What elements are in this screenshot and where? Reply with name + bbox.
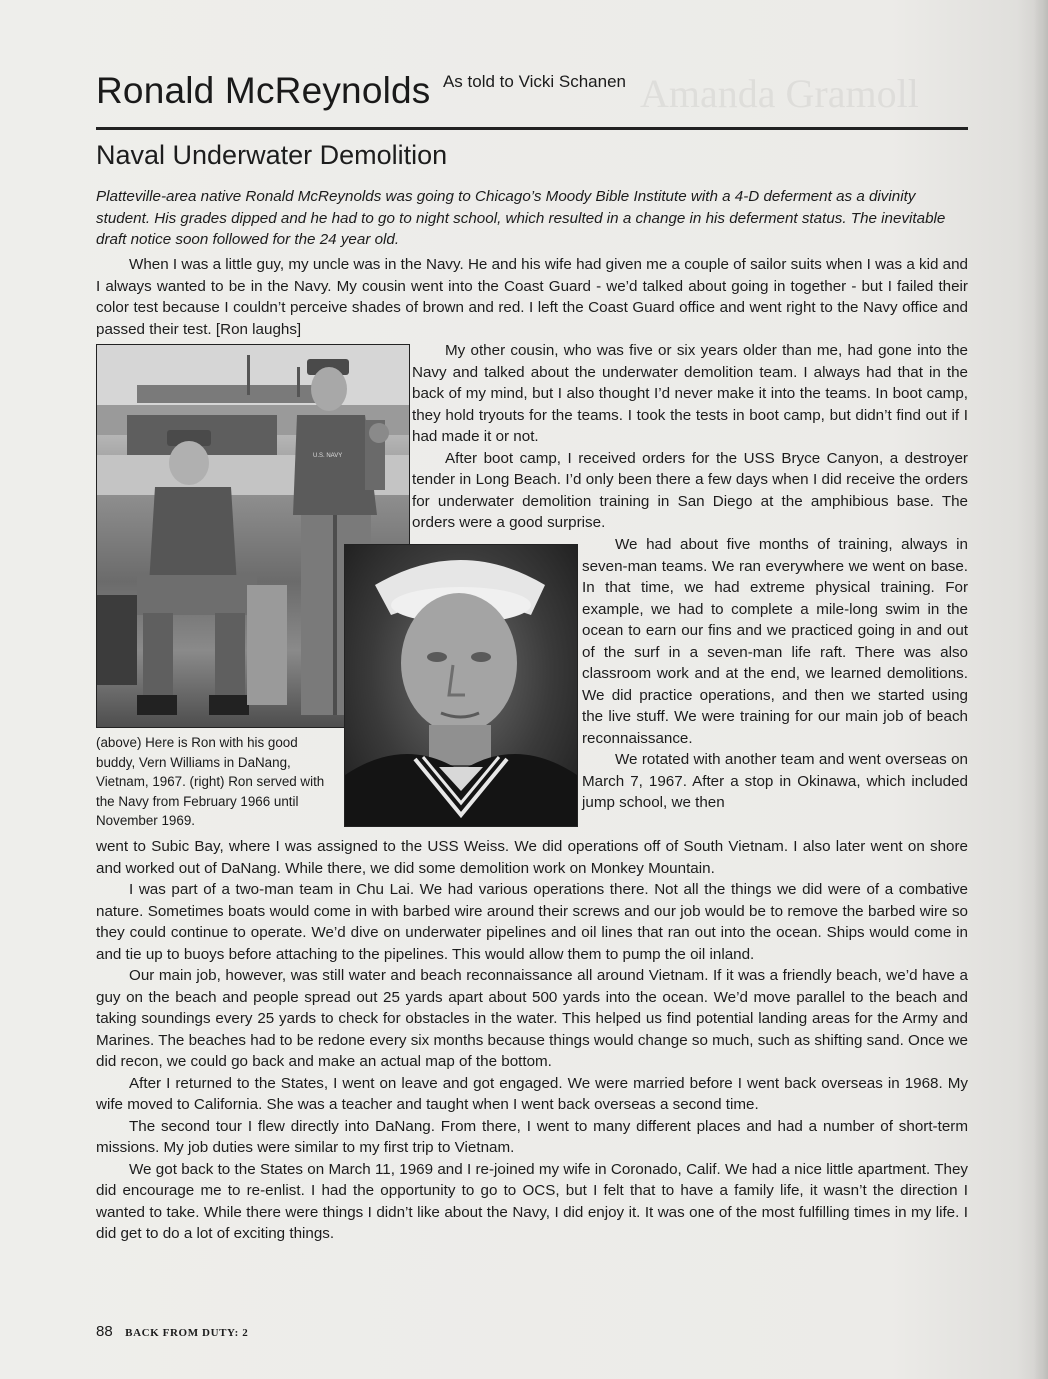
paragraph: Our main job, however, was still water and beach reconnaissance all around Vietnam. If it was a friendly beach, we’d have a guy on the beach and people spread out 25 yards apart about 500 yards into the ocean. We’d move parallel to the beach and taking soundings every 25 yards to check for obstacles in the water. This helped us find potential landing areas for the Army and Marines. The beaches had to be redone every six months because things would change so much, such as shifting sand. Once we did recon, we could go back and make an actual map of the bottom. (96, 967, 968, 1070)
byline: As told to Vicki Schanen (442, 72, 626, 91)
intro-paragraph: Platteville-area native Ronald McReynolds was going to Chicago’s Moody Bible Institute with a 4-D deferment as a divinity student. His grades dipped and he had to go to night school, which resulted in a change in his deferment status. The inevitable draft notice soon followed for the 24 year old. (96, 188, 946, 248)
page-edge-shadow (1034, 0, 1048, 1379)
text-block-right-upper (412, 340, 968, 534)
paragraph: We got back to the States on March 11, 1969 and I re-joined my wife in Coronado, Calif. We had a nice little apartment. They did encourage me to re-enlist. I had the opportunity to go to OCS, but I felt that to have a family life, it wasn’t the direction I wanted to take. While there were things I didn’t like about the Navy, I did enjoy it. It was one of the most fulfilling times in my life. I did get to do a lot of exciting things. (96, 1160, 968, 1242)
paragraph: After I returned to the States, I went on leave and got engaged. We were married before I went back overseas in 1968. My wife moved to California. She was a teacher and taught when I went back overseas a second time. (96, 1074, 968, 1113)
bleed-through-text: Amanda Gramoll (640, 71, 919, 116)
photo-portrait-illustration (345, 545, 577, 826)
text-block-top (96, 254, 968, 340)
paragraph: We rotated with another team and went overseas on March 7, 1967. After a stop in Okinawa, which included jump school, we then (582, 751, 968, 811)
text-block-bottom (96, 836, 968, 1245)
article-subtitle: Naval Underwater Demolition (96, 140, 448, 170)
photo-caption: (above) Here is Ron with his good buddy, Vern Williams in DaNang, Vietnam, 1967. (right) Ron served with the Navy from February 1966 until November 1969. (96, 735, 325, 829)
paragraph: When I was a little guy, my uncle was in the Navy. He and his wife had given me a couple of sailor suits when I was a kid and I always wanted to be in the Navy. My cousin went into the Coast Guard - we’d talked about going in together - but I failed their color test because I couldn’t perceive shades of brown and red. I left the Coast Guard office and went right to the Navy office and passed their test. [Ron laughs] (96, 256, 968, 338)
paragraph: The second tour I flew directly into DaNang. From there, I went to many different places and had a number of short-term missions. My job duties were similar to my first trip to Vietnam. (96, 1117, 968, 1156)
page-footer (96, 1323, 248, 1341)
page-number: 88 (96, 1323, 113, 1340)
photo-portrait-ron (344, 544, 578, 827)
paragraph: went to Subic Bay, where I was assigned to the USS Weiss. We did operations off of South Vietnam. I also later went on shore and worked out of DaNang. While there, we did some demolition work on Monkey Mountain. (96, 838, 968, 877)
text-block-right-lower (582, 534, 968, 814)
paragraph: My other cousin, who was five or six years older than me, had gone into the Navy and talked about the underwater demolition team. I always had that in the back of my mind, but I also thought I’d never make it into the teams. In boot camp, they hold tryouts for the teams. I took the tests in boot camp, but didn’t find out if I had made it or not. (412, 342, 968, 445)
paragraph: I was part of a two-man team in Chu Lai. We had various operations there. Not all the things we did were of a combative nature. Sometimes boats would come in with barbed wire around their screws and our job would be to remove the barbed wire so they could continue to operate. We’d dive on underwater pipelines and oil lines that ran out into the ocean. Ships would come in and tie up to buoys before attaching to the pipelines. This would allow them to pump the oil inland. (96, 881, 968, 963)
article-title: Ronald McReynolds (96, 70, 431, 111)
paragraph: After boot camp, I received orders for the USS Bryce Canyon, a destroyer tender in Long Beach. I’d only been there a few days when I did receive the orders for underwater demolition training in San Diego at the amphibious base. The orders were a good surprise. (412, 449, 968, 531)
photo-marking: U.S. NAVY (313, 453, 343, 459)
publication-name: BACK FROM DUTY: 2 (125, 1327, 249, 1339)
title-row (96, 70, 626, 112)
title-rule (96, 127, 968, 130)
paragraph: We had about five months of training, always in seven-man teams. We ran everywhere we went on base. In that time, we had extreme physical training. For example, we had to complete a mile-long swim in the ocean to earn our fins and we practiced going in and out of the surf in a seven-man life raft. There was also classroom work and at the end, we learned demolitions. We did practice operations, and then we started using the live stuff. We were training for our main job of beach reconnaissance. (582, 536, 968, 747)
